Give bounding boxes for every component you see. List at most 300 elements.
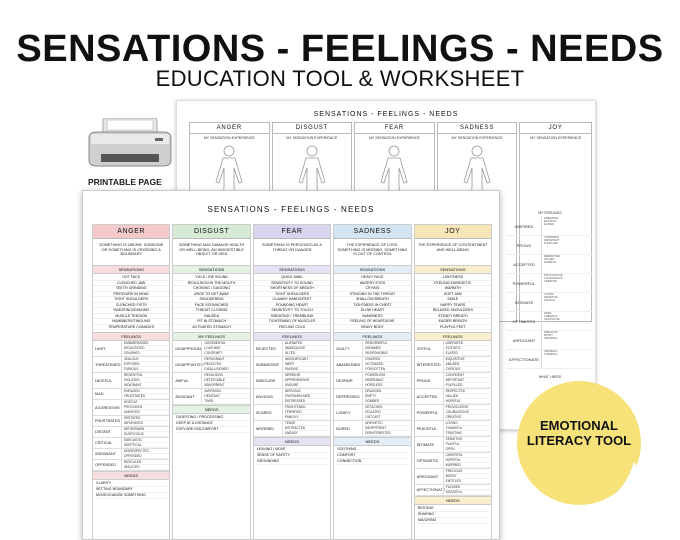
feeling-group <box>173 373 249 389</box>
back-feeling-item: CREATIVE <box>544 280 557 283</box>
feelings-section-label: FEELINGS <box>93 332 169 341</box>
feeling-group-label: DEPRESSED <box>336 394 360 399</box>
feeling-group <box>415 453 491 469</box>
feeling-group-label: JOYFUL <box>416 346 432 351</box>
feeling-group-label: AWFUL <box>175 378 189 383</box>
feeling-word: ECSTATIC <box>446 346 491 351</box>
feeling-word: DISILLUSIONED <box>204 367 249 372</box>
sensation-item: POUNDING HEART <box>254 303 330 309</box>
back-what-i-need-label: WHAT I NEED <box>538 375 562 379</box>
back-feeling-group <box>507 293 593 312</box>
feeling-word: REVOLTED <box>204 362 249 367</box>
feeling-group <box>254 373 330 389</box>
sensation-item: SMILE <box>415 297 491 303</box>
back-column-header: ANGER <box>190 123 269 134</box>
sensation-item: SWEATING / TREMBLING <box>254 314 330 320</box>
feeling-word: FULFILLED <box>446 383 491 388</box>
feeling-words <box>201 357 249 372</box>
need-item: DIGESTING / PROCESSING <box>176 415 246 421</box>
feeling-word: ISOLATED <box>365 410 410 415</box>
feeling-word: HOPEFUL <box>446 399 491 404</box>
feeling-word: HESITANT <box>204 394 249 399</box>
feeling-group-label: INTIMATE <box>416 442 435 447</box>
needs-list <box>254 446 330 466</box>
feeling-group-label: AVOIDANT <box>175 394 195 399</box>
feeling-group-label: POWERFUL <box>416 410 439 415</box>
feelings-list <box>254 341 330 437</box>
back-feeling-group-label: INSPIRED <box>514 223 534 229</box>
back-my-feelings-label: MY FEELINGS <box>538 211 562 215</box>
sensation-item: PIT IN STOMACH <box>173 319 249 325</box>
feeling-word: INSIGNIFICANT <box>285 357 330 362</box>
feeling-word: IGNORED <box>365 357 410 362</box>
feeling-words <box>443 485 491 495</box>
subtitle: EDUCATION TOOL & WORKSHEET <box>155 66 525 91</box>
feeling-group-label: REJECTED <box>255 346 276 351</box>
back-feeling-item: FULFILLED <box>544 242 558 245</box>
sensation-item: TIGHTENING OF MUSCLES <box>254 319 330 325</box>
feeling-word: REMORSEFUL <box>365 341 410 346</box>
back-feeling-item: RESPECTED <box>544 255 560 258</box>
sensation-item: SENSITIVITY TO TOUCH <box>254 308 330 314</box>
feeling-word: ELATED <box>446 351 491 356</box>
feeling-group <box>415 469 491 485</box>
sensation-item: FEELING OF HEARTACHE <box>334 319 410 325</box>
back-column-subheader: MY SENSATION EXPERIENCE <box>368 136 420 140</box>
needs-section-label: NEEDS <box>334 437 410 446</box>
sensation-item: TEETH GRINDING <box>93 286 169 292</box>
sensations-section-label: SENSATIONS <box>415 265 491 274</box>
printer-icon <box>85 118 175 170</box>
feeling-words <box>282 389 330 404</box>
back-feeling-group <box>507 350 593 369</box>
feeling-words <box>443 453 491 468</box>
back-feeling-item: PLAYFUL <box>544 299 556 302</box>
feeling-group-label: ABANDONED <box>336 362 361 367</box>
feeling-word: REVULSION <box>204 373 249 378</box>
needs-list <box>93 480 169 500</box>
feeling-word: RIDICULED <box>124 460 169 465</box>
feeling-word: TRUSTING <box>446 431 491 436</box>
feeling-group-label: OFFENDED <box>95 463 116 467</box>
feeling-words <box>282 341 330 356</box>
feeling-words <box>201 389 249 404</box>
feeling-words <box>282 357 330 372</box>
back-feeling-list <box>541 293 593 311</box>
back-feeling-group <box>507 236 593 255</box>
feeling-word: WITHDRAWN <box>124 427 169 432</box>
feeling-word: UNSURE <box>285 383 330 388</box>
feeling-word: DISTRACTED <box>285 426 330 431</box>
feeling-group-label: HATEFUL <box>95 378 113 383</box>
need-item: CONNECTION <box>337 459 407 465</box>
sensation-item: SLOW HEART <box>334 308 410 314</box>
back-feeling-list <box>541 331 593 349</box>
feeling-group <box>173 357 249 373</box>
feeling-word: RESPECTED <box>446 389 491 394</box>
feeling-word: MISERABLE <box>365 378 410 383</box>
feeling-word: PRECIOUS <box>446 469 491 474</box>
feeling-words <box>282 405 330 420</box>
sensation-item: NUMBNESS/TINGLING <box>93 319 169 325</box>
feeling-group <box>93 357 169 373</box>
sensation-item: SWEATING/SHAKING <box>93 308 169 314</box>
sensation-item: EASIER BREATH <box>415 319 491 325</box>
need-item: MOVE/CHANGE SOMETHING <box>96 493 166 499</box>
sensation-item: HOT FACE <box>93 275 169 281</box>
back-feeling-item: GRATEFUL <box>544 337 558 340</box>
back-column-header: FEAR <box>355 123 434 134</box>
sensations-list <box>93 274 169 332</box>
feeling-words <box>121 460 169 470</box>
feeling-group <box>93 438 169 449</box>
feeling-group <box>334 405 410 421</box>
feeling-word: FORGOTTEN <box>365 367 410 372</box>
feeling-word: SENSITIVE <box>446 437 491 442</box>
feeling-word: OVERWHELMED <box>285 394 330 399</box>
sensation-item: TIGHT SHOULDERS <box>254 292 330 298</box>
feeling-word: CURIOUS <box>446 367 491 372</box>
need-item: SAVORING <box>418 518 488 524</box>
back-feeling-group <box>507 274 593 293</box>
feeling-word: REPUGNANT <box>204 357 249 362</box>
column-description: SOMETHING MAY DAMAGE HEALTH OR WELL-BEING. AN INDIGESTIBLE OBJECT OR IDEA <box>179 243 245 257</box>
feeling-group <box>254 405 330 421</box>
feeling-word: ASHAMED <box>365 346 410 351</box>
feeling-word: INQUISITIVE <box>446 357 491 362</box>
back-feeling-item: LIBERATED <box>544 217 559 220</box>
back-feeling-item: OPEN <box>544 312 552 315</box>
feeling-word: OPEN <box>446 447 491 452</box>
needs-list <box>415 505 491 525</box>
feeling-word: HOPEFUL <box>446 458 491 463</box>
back-title: SENSATIONS - FEELINGS - NEEDS <box>313 111 459 118</box>
feeling-word: ENTITLED <box>446 479 491 484</box>
sensation-item: ACTIVATED STOMACH <box>173 325 249 331</box>
column-anger <box>92 224 170 540</box>
feeling-word: COURAGEOUS <box>446 410 491 415</box>
badge-text: EMOTIONAL LITERACY TOOL <box>526 418 632 448</box>
sensations-list <box>173 274 249 332</box>
feeling-group-label: INSECURE <box>255 378 276 383</box>
sensation-item: FEELING COLD <box>254 325 330 331</box>
feeling-word: GRATEFUL <box>446 490 491 495</box>
back-feeling-group-label: INTIMATE <box>514 299 534 305</box>
feeling-word: POWERLESS <box>365 373 410 378</box>
back-feeling-group <box>507 217 593 236</box>
column-disgust <box>172 224 250 540</box>
back-feeling-list <box>541 236 593 254</box>
sensation-item: HEAVY BODY <box>334 325 410 331</box>
feeling-word: DISRESPECTED <box>124 449 169 454</box>
sensation-item: PLAYFUL FEET <box>415 325 491 331</box>
back-column-subheader: MY SENSATION EXPERIENCE <box>451 136 503 140</box>
need-item: LEAVING / MOVE <box>257 447 327 453</box>
back-feeling-item: GRATEFUL <box>544 350 558 353</box>
printer-label: PRINTABLE PAGE <box>88 177 162 187</box>
sensation-item: NAUSEA <box>173 314 249 320</box>
back-feeling-group-label: POWERFUL <box>512 280 536 286</box>
feeling-word: LOVING <box>446 421 491 426</box>
feeling-word: OFFENDED <box>124 454 169 459</box>
sensation-item: NUMBNESS <box>334 314 410 320</box>
feeling-word: INFERIOR <box>285 373 330 378</box>
feeling-word: JEALOUS <box>124 357 169 362</box>
sensation-item: LIGHTNESS <box>415 275 491 281</box>
column-sadness <box>333 224 411 540</box>
sensations-section-label: SENSATIONS <box>334 265 410 274</box>
back-feeling-list <box>541 350 593 368</box>
feeling-word: DETACHED <box>365 405 410 410</box>
feeling-word: PLAYFUL <box>446 442 491 447</box>
feeling-group-label: INTERESTED <box>416 362 441 367</box>
feeling-group-label: DISTANT <box>95 430 111 434</box>
feeling-words <box>443 357 491 372</box>
feeling-word: ALIENATED <box>285 341 330 346</box>
feeling-group <box>415 373 491 389</box>
back-feeling-item: THANKFUL <box>544 353 558 356</box>
feelings-list <box>93 341 169 471</box>
back-feeling-list <box>541 217 593 235</box>
feeling-group-label: LONELY <box>336 410 351 415</box>
back-feeling-item: LOVING <box>544 293 554 296</box>
feeling-words <box>362 357 410 372</box>
column-joy <box>414 224 492 540</box>
feeling-words <box>362 373 410 388</box>
front-worksheet <box>82 190 500 540</box>
feeling-word: ENRAGED <box>124 389 169 394</box>
feeling-word: JILTED <box>285 351 330 356</box>
feeling-words <box>121 373 169 388</box>
back-feeling-list <box>541 255 593 273</box>
need-item: RESTING <box>418 506 488 512</box>
feeling-group-label: PROUD <box>416 378 431 383</box>
feeling-group-label: FRUSTRATED <box>95 419 121 423</box>
sensation-item: SENSITIVITY TO SOUND <box>254 281 330 287</box>
feeling-word: SARCASTIC <box>124 438 169 443</box>
feeling-word: DISINTERESTED <box>365 431 410 436</box>
feeling-word: SKEPTICAL <box>124 443 169 448</box>
feeling-words <box>362 389 410 404</box>
column-description: SOMETHING IS PERCEIVED AS A THREAT OR DANGER <box>262 243 322 252</box>
feeling-group <box>415 405 491 421</box>
feeling-word: CONTEMPT <box>204 351 249 356</box>
main-title: SENSATIONS - FEELINGS - NEEDS <box>16 28 664 70</box>
sensations-section-label: SENSATIONS <box>173 265 249 274</box>
feeling-word: VIOLATED <box>124 378 169 383</box>
sensation-item: SHALLOW BREATH <box>334 297 410 303</box>
sensation-item: TIGHT SHOULDERS <box>93 297 169 303</box>
feeling-word: INERT <box>285 362 330 367</box>
sensations-section-label: SENSATIONS <box>254 265 330 274</box>
feeling-word: INADEQUATE <box>285 346 330 351</box>
back-column-subheader: MY SENSATION EXPERIENCE <box>203 136 255 140</box>
feeling-group <box>334 373 410 389</box>
feeling-words <box>121 400 169 415</box>
feeling-words <box>443 469 491 484</box>
back-feeling-group-label: AFFECTIONATE <box>508 356 540 362</box>
back-feeling-group-label: PROUD <box>516 242 532 248</box>
back-feeling-item: PRECIOUS <box>544 331 558 334</box>
feeling-word: INFURIATED <box>124 421 169 426</box>
back-column-header: DISGUST <box>273 123 352 134</box>
feeling-group <box>93 400 169 416</box>
column-description: THE EXPERIENCE OF LOSS. SOMETHING IS MISSING. SOMETHING IS OUT OF CONTROL <box>337 243 408 257</box>
sensation-item: CRYING <box>334 286 410 292</box>
feeling-word: EMBARRASSED <box>124 341 169 346</box>
back-column-subheader: MY SENSATION EXPERIENCE <box>530 136 582 140</box>
feeling-group-label: MAD <box>95 392 104 396</box>
column-description: THE EXPERIENCE OF CONTENTMENT AND WELL-BEING <box>418 243 488 252</box>
feeling-group <box>93 427 169 438</box>
feeling-word: CREATIVE <box>446 415 491 420</box>
feeling-group <box>93 341 169 357</box>
feeling-words <box>201 373 249 388</box>
feeling-word: PROVOKED <box>124 405 169 410</box>
back-feeling-item: HOPEFUL <box>544 261 557 264</box>
feeling-group <box>254 421 330 437</box>
sensation-item: TEMPERATURE CHANGES <box>93 325 169 331</box>
feeling-words <box>121 438 169 448</box>
back-column-header: JOY <box>520 123 591 134</box>
feeling-word: PLEASED <box>446 485 491 490</box>
feeling-words <box>362 341 410 356</box>
needs-list <box>334 446 410 466</box>
feeling-words <box>362 421 410 436</box>
feelings-list <box>173 341 249 405</box>
sensation-item: FACE SCRUNCHED <box>173 303 249 309</box>
sensations-section-label: SENSATIONS <box>93 265 169 274</box>
feeling-group <box>93 373 169 389</box>
needs-section-label: NEEDS <box>173 405 249 414</box>
feeling-words <box>282 421 330 436</box>
feeling-words <box>443 341 491 356</box>
feeling-group-label: ACCEPTED <box>416 394 438 399</box>
feelings-section-label: FEELINGS <box>254 332 330 341</box>
feeling-word: HOSTILE <box>124 400 169 405</box>
column-header: ANGER <box>93 225 169 239</box>
feeling-word: DRAGGED <box>365 389 410 394</box>
feeling-word: FRIGHTENED <box>285 405 330 410</box>
back-feeling-item: ECSTATIC <box>544 220 557 223</box>
back-feeling-item: CHEERFUL <box>544 315 558 318</box>
needs-section-label: NEEDS <box>254 437 330 446</box>
feeling-group <box>173 341 249 357</box>
feelings-section-label: FEELINGS <box>415 332 491 341</box>
front-columns <box>92 224 492 540</box>
feeling-group-label: PEACEFUL <box>416 426 437 431</box>
feeling-words <box>121 449 169 459</box>
feeling-word: THANKFUL <box>446 426 491 431</box>
feeling-words <box>282 373 330 388</box>
feeling-words <box>121 427 169 437</box>
feeling-group-label: SCARED <box>255 410 272 415</box>
feeling-group-label: ANXIOUS <box>255 394 273 399</box>
feeling-group <box>415 357 491 373</box>
feeling-words <box>443 437 491 452</box>
feeling-word: AMUSED <box>446 362 491 367</box>
sensation-item: RELAXED SHOULDERS <box>415 308 491 314</box>
feeling-group <box>334 357 410 373</box>
sensation-item: PRESSURE IN HEAD <box>93 292 169 298</box>
column-description: SOMETHING IS UNFAIR. SOMEONE OR SOMETHING IS CROSSING A BOUNDARY <box>99 243 164 257</box>
sensation-item: WARMTH <box>415 286 491 292</box>
feelings-section-label: FEELINGS <box>334 332 410 341</box>
feeling-word: PASSIVE <box>285 367 330 372</box>
back-feeling-item: SENSITIVE <box>544 296 558 299</box>
feeling-word: LIBERATED <box>446 341 491 346</box>
feeling-group <box>254 357 330 373</box>
need-item: SOOTHING <box>337 447 407 453</box>
feeling-word: APPREHENSIVE <box>285 378 330 383</box>
feeling-group-label: WORRIED <box>255 426 275 431</box>
back-feeling-item: INQUISITIVE <box>544 318 560 321</box>
sensation-item: TIGHTNESS IN CHEST <box>334 303 410 309</box>
sensation-item: YUCK / EW SOUND <box>173 275 249 281</box>
feeling-word: OUTCAST <box>365 415 410 420</box>
feeling-group <box>415 421 491 437</box>
column-header: JOY <box>415 225 491 239</box>
feeling-word: EMPTY <box>365 394 410 399</box>
feeling-group-label: SUBMISSIVE <box>255 362 280 367</box>
feeling-word: TERRIFIED <box>285 410 330 415</box>
feeling-group <box>415 485 491 496</box>
sensation-item: CLENCHED FISTS <box>93 303 169 309</box>
sensation-item: SHUDDERING <box>173 297 249 303</box>
feeling-word: INDIGNANT <box>124 383 169 388</box>
feeling-group-label: AGGRESSIVE <box>95 405 120 410</box>
back-joy-feelings <box>507 211 593 381</box>
front-title: SENSATIONS - FEELINGS - NEEDS <box>207 205 375 214</box>
feeling-word: FURIOUS <box>124 367 169 372</box>
back-feeling-item: BOSSY <box>544 334 553 337</box>
feeling-word: INSULTED <box>124 465 169 470</box>
feeling-group <box>415 389 491 405</box>
feeling-word: UNEASY <box>285 431 330 436</box>
feeling-group <box>254 341 330 357</box>
feeling-group-label: GUILTY <box>336 346 350 351</box>
feeling-word: LOATHING <box>204 346 249 351</box>
feeling-word: RESENTFUL <box>124 373 169 378</box>
feeling-word: CRUSHED <box>124 351 169 356</box>
needs-section-label: NEEDS <box>415 496 491 505</box>
sensation-item: FEELING ENERGETIC <box>415 281 491 287</box>
need-item: SENSE OF SAFETY <box>257 453 327 459</box>
back-feeling-item: CONFIDENT <box>544 236 560 239</box>
back-column-subheader: MY SENSATION EXPERIENCE <box>286 136 338 140</box>
feeling-group <box>173 389 249 405</box>
feeling-group <box>415 437 491 453</box>
back-column-header: SADNESS <box>438 123 517 134</box>
feeling-word: DISTRESSED <box>285 399 330 404</box>
sensation-item: WATERY EYES <box>334 281 410 287</box>
sensation-item: HAPPY TEARS <box>415 303 491 309</box>
feeling-word: SUSPICIOUS <box>124 432 169 437</box>
feeling-word: VICTIMIZED <box>365 362 410 367</box>
feeling-words <box>362 405 410 420</box>
feeling-words <box>443 373 491 388</box>
back-feeling-group-label: ARROGANT <box>512 337 536 343</box>
feeling-words <box>121 416 169 426</box>
feeling-group-label: OPTIMISTIC <box>416 458 439 463</box>
feeling-word: TENSE <box>285 421 330 426</box>
sensation-item: HEAVY FACE <box>334 275 410 281</box>
feeling-words <box>443 389 491 404</box>
sensation-item: CLAMMY HANDS/FEET <box>254 297 330 303</box>
sensations-list <box>334 274 410 332</box>
back-feeling-item: VALUED <box>544 258 555 261</box>
feeling-group <box>93 449 169 460</box>
